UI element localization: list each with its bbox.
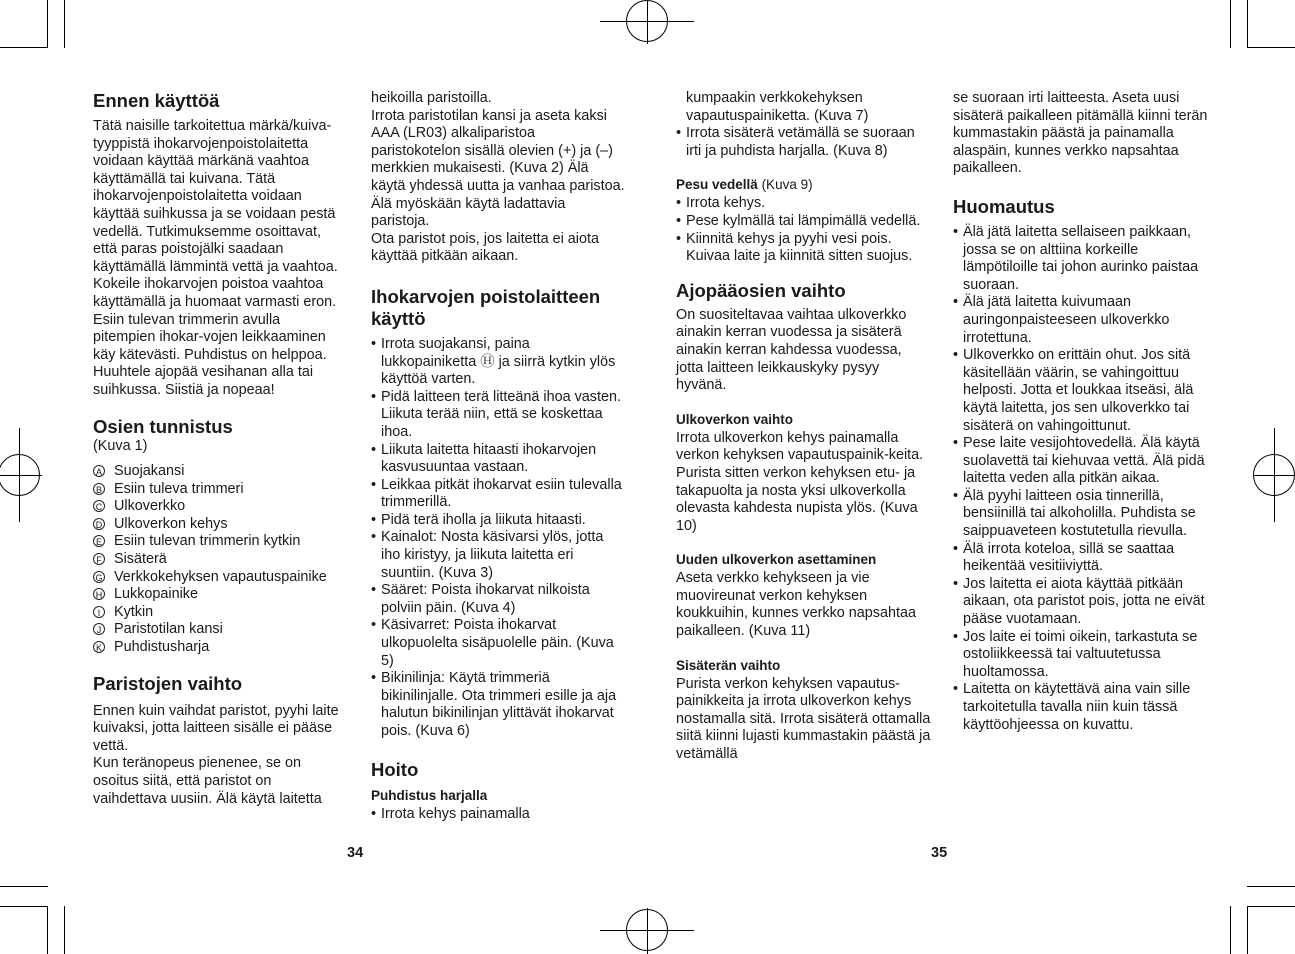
brush-list bbox=[371, 806, 626, 824]
parts-figure-ref: (Kuva 1) bbox=[93, 437, 148, 454]
list-item: • Kiinnitä kehys ja pyyhi vesi pois. Kuivaa laite ja kiinnitä sitten suojus. bbox=[676, 231, 931, 266]
list-item: • Irrota sisäterä vetämällä se suoraan irti ja puhdista harjalla. (Kuva 8) bbox=[676, 125, 931, 160]
list-item: • Sääret: Poista ihokarvat nilkoista polviin päin. (Kuva 4) bbox=[371, 582, 626, 617]
heading-replace: Ajopääosien vaihto bbox=[676, 279, 846, 301]
paragraph-battery-1: Ennen kuin vaihdat paristot, pyyhi laite kuivaksi, jotta laitteen sisälle ei pääse vettä. bbox=[93, 702, 339, 754]
paragraph-battery-remove: Ota paristot pois, jos laitetta ei aiota käyttää pitkään aikaan. bbox=[371, 230, 599, 265]
subheading-brush: Puhdistus harjalla bbox=[371, 787, 488, 803]
column-3 bbox=[676, 90, 931, 764]
paragraph-battery-insert: Irrota paristotilan kansi ja aseta kaksi AAA (LR03) alkaliparistoa paristokotelon sisällä olevien (+) ja (–) merkkien mukaisesti. (Kuva 2) Älä käytä yhdessä uutta ja vanhaa paristoa. Älä myöskään käytä ladattavia paristoja. bbox=[371, 107, 625, 230]
list-item: • Irrota kehys. bbox=[676, 195, 931, 213]
usage-list bbox=[371, 336, 626, 741]
paragraph-foil-1: Irrota ulkoverkon kehys painamalla verkon kehyksen vapautuspainik-keita. bbox=[676, 429, 924, 464]
part-item: I Kytkin bbox=[93, 604, 345, 622]
paragraph-foil-2: Purista sitten verkon kehyksen etu- ja takapuolta ja nosta yksi ulkoverkolla olevasta kahdesta nupista ylös. (Kuva 10) bbox=[676, 464, 918, 534]
subheading-wash: Pesu vedellä bbox=[676, 177, 758, 193]
list-item: • Pese laite vesijohtovedellä. Älä käytä suolavettä tai kiehuvaa vettä. Älä pidä laitetta veden alla pitkän aikaa. bbox=[953, 435, 1211, 488]
heading-battery: Paristojen vaihto bbox=[93, 672, 243, 694]
brush-list-cont bbox=[676, 125, 931, 160]
list-item: • Pidä terä iholla ja liikuta hitaasti. bbox=[371, 512, 626, 530]
wash-list bbox=[676, 195, 931, 265]
part-item: K Puhdistusharja bbox=[93, 639, 345, 657]
part-item: E Esiin tulevan trimmerin kytkin bbox=[93, 533, 345, 551]
page-number-right: 35 bbox=[931, 845, 948, 861]
column-1 bbox=[93, 90, 345, 808]
page-number-left: 34 bbox=[347, 845, 364, 861]
paragraph-battery-2: Kun teränopeus pienenee, se on osoitus siitä, että paristot on vaihdettava uusiin. Älä käytä laitetta bbox=[93, 755, 322, 807]
list-item: • Jos laite ei toimi oikein, tarkastuta se ostoliikkeessä tai valtuutetussa huoltamossa. bbox=[953, 629, 1211, 682]
column-2 bbox=[371, 90, 626, 823]
list-item: • Leikkaa pitkät ihokarvat esiin tulevalla trimmerillä. bbox=[371, 477, 626, 512]
part-item: G Verkkokehyksen vapautuspainike bbox=[93, 569, 345, 587]
part-item: J Paristotilan kansi bbox=[93, 621, 345, 639]
paragraph-blade: Purista verkon kehyksen vapautus-painikkeita ja irrota ulkoverkon kehys nostamalla sitä. Irrota sisäterä ottamalla siitä kiinni lujasti kummastakin päästä ja vetämällä bbox=[676, 675, 931, 763]
list-item: • Bikinilinja: Käytä trimmeriä bikinilinjalle. Ota trimmeri esille ja aja halutun bikinilinjan ylittävät ihokarvat pois. (Kuva 6) bbox=[371, 670, 626, 740]
paragraph-brush-cont: kumpaakin verkkokehyksen vapautuspainiketta. (Kuva 7) bbox=[686, 90, 869, 124]
part-item: H Lukkopainike bbox=[93, 586, 345, 604]
part-item: D Ulkoverkon kehys bbox=[93, 516, 345, 534]
paragraph-replace: On suositeltavaa vaihtaa ulkoverkko ainakin kerran vuodessa ja sisäterä ainakin kerran kahdessa vuodessa, jotta laitteen leikkauskyky pysyy hyvänä. bbox=[676, 306, 907, 394]
paragraph-before-use: Tätä naisille tarkoitettua märkä/kuiva-tyyppistä ihokarvojenpoistolaitetta voidaan käyttää märkänä vaahtoa käyttämällä tai kuivana. Tätä ihokarvojenpoistolaitetta voidaan käyttää suihkussa ja se voidaan pestä vedellä. Tutkimuksemme osoittavat, että paras poistojälki saadaan käyttämällä lämmintä vettä ja vaahtoa. Kokeile ihokarvojen poistoa vaahtoa käyttämällä ja huomaat varmasti eron. Esiin tulevan trimmerin avulla pitempien ihokar-vojen leikkaaminen käy kätevästi. Puhdistus on helppoa. Huuhtele ajopää vesihanan alla tai suihkussa. Siistiä ja nopeaa! bbox=[93, 118, 338, 398]
list-item: • Älä jätä laitetta sellaiseen paikkaan, jossa se on alttiina korkeille lämpötiloille tai johon aurinko paistaa suoraan. bbox=[953, 224, 1211, 294]
note-list bbox=[953, 224, 1211, 734]
part-item: B Esiin tuleva trimmeri bbox=[93, 481, 345, 499]
list-item: • Ulkoverkko on erittäin ohut. Jos sitä käsitellään väärin, se vahingoittuu helposti. Jotta et loukkaa itseäsi, älä käytä laitetta, jos sen ulkoverkko tai sisäterä on vahingoittunut. bbox=[953, 347, 1211, 435]
heading-usage: Ihokarvojen poistolaitteen käyttö bbox=[371, 285, 601, 329]
list-item: • Irrota kehys painamalla bbox=[371, 806, 626, 824]
list-item: • Irrota suojakansi, paina lukkopainiketta Ⓗ ja siirrä kytkin ylös käyttöä varten. bbox=[371, 336, 626, 389]
list-item: • Älä pyyhi laitteen osia tinnerillä, bensiinillä tai alkoholilla. Puhdista se saippuaveteen kostutetulla rievulla. bbox=[953, 488, 1211, 541]
subheading-new-foil: Uuden ulkoverkon asettaminen bbox=[676, 552, 877, 568]
part-item: A Suojakansi bbox=[93, 463, 345, 481]
heading-before-use: Ennen käyttöä bbox=[93, 90, 220, 111]
heading-parts: Osien tunnistus bbox=[93, 415, 233, 437]
list-item: • Pidä laitteen terä litteänä ihoa vasten. Liikuta terää niin, että se koskettaa ihoa. bbox=[371, 389, 626, 442]
wash-figure-ref: (Kuva 9) bbox=[757, 177, 813, 193]
heading-care: Hoito bbox=[371, 758, 419, 780]
list-item: • Kainalot: Nosta käsivarsi ylös, jotta iho kiristyy, ja liikuta laitetta eri suuntiin. (Kuva 3) bbox=[371, 529, 626, 582]
list-item: • Älä irrota koteloa, sillä se saattaa heikentää vesitiiviyttä. bbox=[953, 541, 1211, 576]
part-item: F Sisäterä bbox=[93, 551, 345, 569]
list-item: • Älä jätä laitetta kuivumaan auringonpaisteeseen ulkoverkko irrotettuna. bbox=[953, 294, 1211, 347]
column-4 bbox=[953, 90, 1211, 734]
list-item: • Laitetta on käytettävä aina vain sille tarkoitetulla tavalla niin kuin tässä käyttöohjeessa on kuvattu. bbox=[953, 681, 1211, 734]
paragraph-battery-cont: heikoilla paristoilla. bbox=[371, 90, 492, 106]
subheading-foil: Ulkoverkon vaihto bbox=[676, 411, 794, 427]
list-item: • Jos laitetta ei aiota käyttää pitkään aikaan, ota paristot pois, jotta ne eivät pääse vuotamaan. bbox=[953, 576, 1211, 629]
subheading-blade: Sisäterän vaihto bbox=[676, 657, 781, 673]
list-item: • Käsivarret: Poista ihokarvat ulkopuolelta sisäpuolelle päin. (Kuva 5) bbox=[371, 617, 626, 670]
heading-note: Huomautus bbox=[953, 195, 1055, 217]
list-item: • Liikuta laitetta hitaasti ihokarvojen kasvusuuntaa vastaan. bbox=[371, 442, 626, 477]
list-item: • Pese kylmällä tai lämpimällä vedellä. bbox=[676, 213, 931, 231]
paragraph-new-foil: Aseta verkko kehykseen ja vie muovireunat verkon kehyksen koukkuihin, kunnes verkko napsahtaa paikalleen. (Kuva 11) bbox=[676, 570, 916, 640]
part-item: C Ulkoverkko bbox=[93, 498, 345, 516]
paragraph-blade-cont: se suoraan irti laitteesta. Aseta uusi sisäterä paikalleen pitämällä kiinni terän kummastakin päästä ja painamalla alaspäin, kunnes verkko napsahtaa paikalleen. bbox=[953, 90, 1208, 177]
parts-list bbox=[93, 463, 345, 657]
